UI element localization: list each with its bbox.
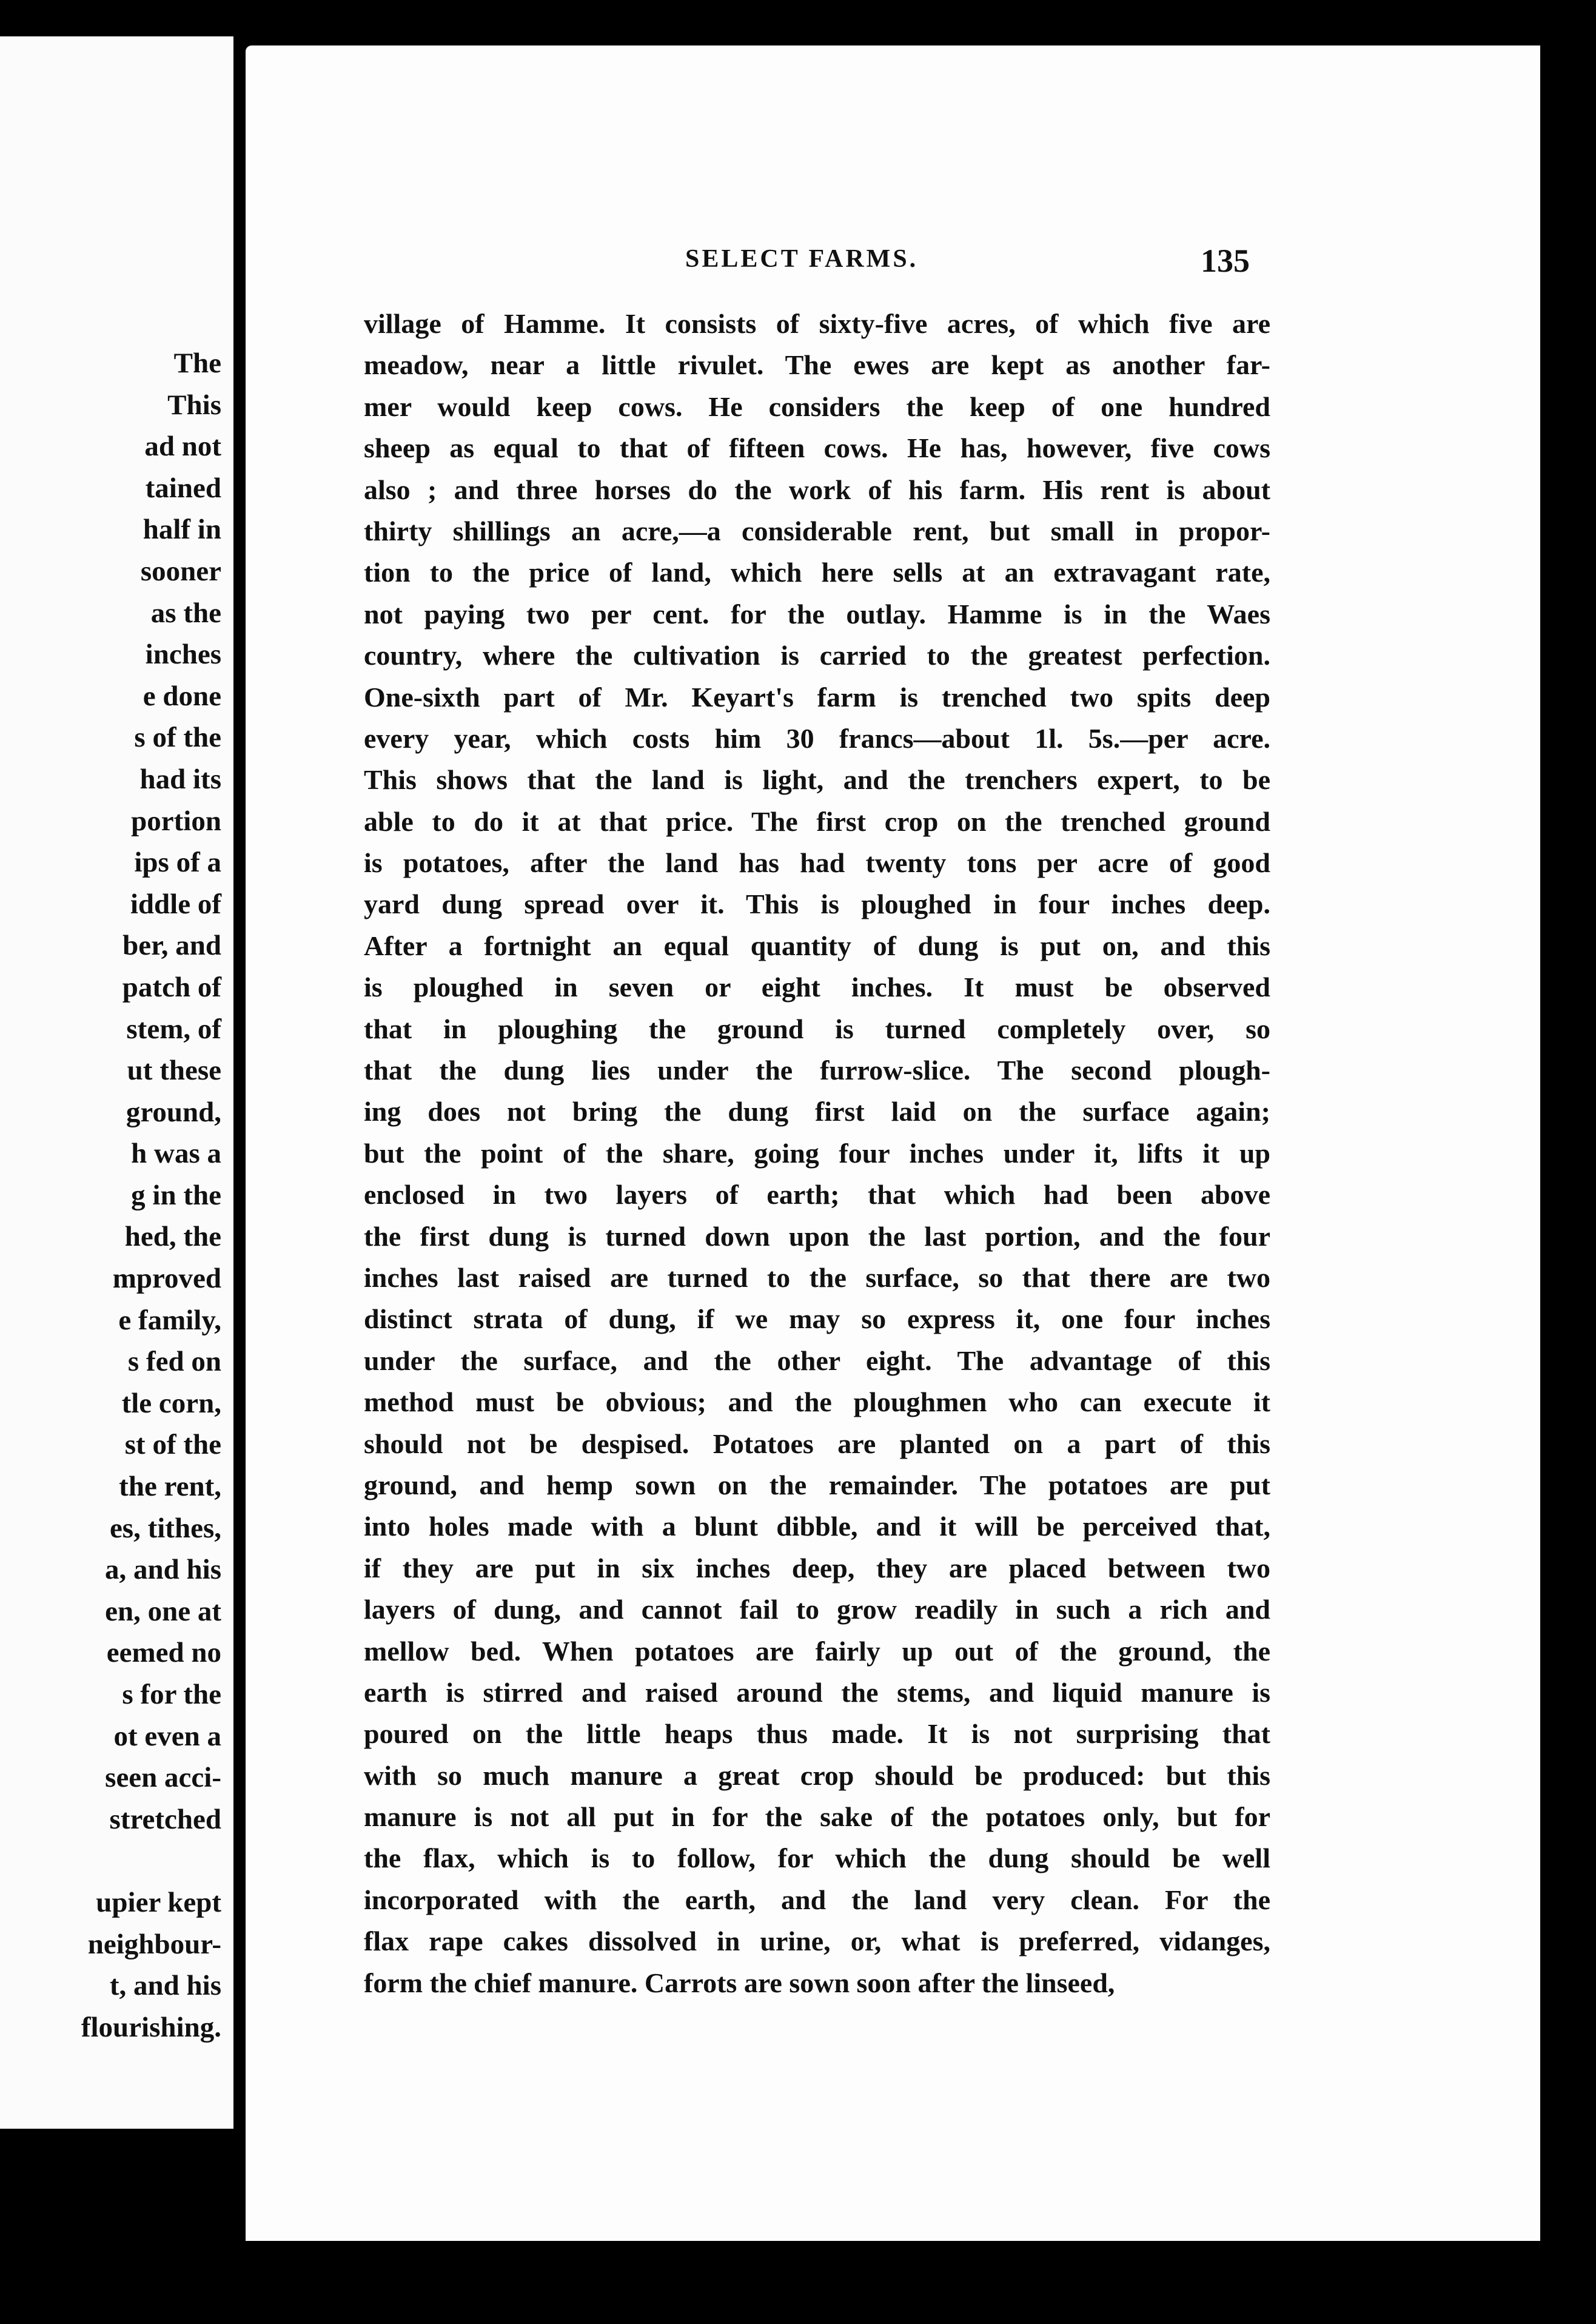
text-line: sheep as equal to that of fifteen cows. He has, however, five cows [364,432,1270,464]
text-line: mer would keep cows. He considers the keep of one hundred [364,391,1270,422]
page-gutter [233,0,246,2324]
running-head-title: SELECT FARMS. [685,245,919,273]
text-line: method must be obvious; and the ploughmen who can execute it [364,1386,1270,1418]
text-line: every year, which costs him 30 francs—about 1l. 5s.—per acre. [364,722,1270,754]
left-fragment-line [81,1840,221,1882]
text-line: flax rape cakes dissolved in urine, or, what is preferred, vidanges, [364,1926,1270,1957]
left-fragment-line: the rent, [119,1471,221,1503]
text-line: enclosed in two layers of earth; that which had been above [364,1179,1270,1211]
text-line: poured on the little heaps thus made. It is not surprising that [364,1718,1270,1750]
text-line: ground, and hemp sown on the remainder. The potatoes are put [364,1469,1270,1500]
left-fragment-line: hed, the [124,1221,221,1253]
left-fragment-line: tained [145,472,221,504]
left-fragment-line: stretched [109,1803,221,1835]
left-fragment-line: neighbour- [87,1928,221,1960]
text-line: with so much manure a great crop should be produced: but this [364,1759,1270,1791]
left-fragment-line: t, and his [109,1970,221,2002]
text-line: but the point of the share, going four inches under it, lifts it up [364,1137,1270,1169]
left-fragment-line: eemed no [106,1637,221,1669]
left-fragment-line: ot even a [113,1720,221,1752]
left-facing-page [0,36,233,2129]
left-fragment-line: as the [150,597,221,629]
left-fragment-line: This [167,389,221,421]
text-line: inches last raised are turned to the surface, so that there are two [364,1261,1270,1293]
text-line: able to do it at that price. The first crop on the trenched ground [364,805,1270,837]
text-line: After a fortnight an equal quantity of dung is put on, and this [364,930,1270,961]
text-line: the flax, which is to follow, for which the dung should be well [364,1842,1270,1874]
left-fragment-line: a, and his [104,1554,221,1586]
left-fragment-line: s of the [134,722,221,754]
text-line: under the surface, and the other eight. The advantage of this [364,1345,1270,1376]
left-fragment-line: portion [131,805,221,837]
left-fragment-line: sooner [140,555,221,587]
left-fragment-line: tle corn, [121,1387,221,1419]
text-line: also ; and three horses do the work of his farm. His rent is about [364,474,1270,505]
text-line: form the chief manure. Carrots are sown soon after the linseed, [364,1967,1115,1998]
left-fragment-line: mproved [112,1263,221,1295]
body-text [364,303,1270,2004]
text-line: tion to the price of land, which here sells at an extravagant rate, [364,557,1270,588]
left-fragment-line: The [173,348,221,379]
text-line: distinct strata of dung, if we may so express it, one four inches [364,1303,1270,1335]
text-line: layers of dung, and cannot fail to grow readily in such a rich and [364,1594,1270,1625]
text-line: earth is stirred and raised around the stems, and liquid manure is [364,1676,1270,1708]
left-fragment-line: iddle of [130,888,221,920]
left-fragment-line: en, one at [105,1595,221,1627]
left-fragment-line: ut these [127,1055,221,1087]
text-line: is ploughed in seven or eight inches. It must be observed [364,972,1270,1003]
text-line: country, where the cultivation is carried to the greatest perfection. [364,640,1270,671]
page-number: 135 [1201,243,1250,279]
text-line: manure is not all put in for the sake of the potatoes only, but for [364,1801,1270,1833]
left-fragment-line: half in [142,514,221,546]
text-line: thirty shillings an acre,—a considerable rent, but small in propor- [364,515,1270,546]
text-line: ing does not bring the dung first laid on the surface again; [364,1096,1270,1127]
left-fragment-line: st of the [124,1429,221,1461]
left-fragment-line: ber, and [122,930,221,962]
left-fragment-line: g in the [131,1179,221,1211]
left-fragment-line: ad not [144,431,221,463]
text-line: village of Hamme. It consists of sixty-five acres, of which five are [364,308,1270,339]
text-line: if they are put in six inches deep, they are placed between two [364,1552,1270,1583]
left-fragment-line: seen acci- [105,1762,221,1794]
left-fragment-line: ips of a [134,847,221,879]
text-line: that in ploughing the ground is turned completely over, so [364,1013,1270,1044]
text-line: not paying two per cent. for the outlay. Hamme is in the Waes [364,598,1270,630]
left-fragment-line: inches [145,639,221,671]
left-fragment-line: s fed on [127,1346,221,1378]
text-line: the first dung is turned down upon the last portion, and the four [364,1220,1270,1252]
text-line: into holes made with a blunt dibble, and it will be perceived that, [364,1511,1270,1542]
left-fragment-line: flourishing. [81,2011,221,2043]
running-head [246,244,1540,287]
text-line: meadow, near a little rivulet. The ewes are kept as another far- [364,349,1270,381]
text-line: One-sixth part of Mr. Keyart's farm is trenched two spits deep [364,681,1270,713]
text-line: mellow bed. When potatoes are fairly up out of the ground, the [364,1635,1270,1667]
text-line: is potatoes, after the land has had twenty tons per acre of good [364,847,1270,879]
right-page [246,45,1540,2241]
text-line: that the dung lies under the furrow-slice. The second plough- [364,1055,1270,1086]
left-fragment-line: es, tithes, [109,1512,221,1544]
left-fragment-line: e done [142,680,221,712]
left-page-line-fragments [81,343,221,2048]
left-fragment-line: patch of [122,971,221,1003]
left-fragment-line: s for the [122,1679,221,1710]
left-fragment-line: had its [139,763,221,795]
text-line: yard dung spread over it. This is ploughed in four inches deep. [364,888,1270,920]
left-fragment-line: e family, [118,1304,221,1336]
left-fragment-line: upier kept [96,1886,221,1918]
left-fragment-line: ground, [126,1096,221,1128]
text-line: incorporated with the earth, and the land very clean. For the [364,1884,1270,1915]
text-line: This shows that the land is light, and the trenchers expert, to be [364,764,1270,796]
left-fragment-line: h was a [131,1138,221,1170]
text-line: should not be despised. Potatoes are planted on a part of this [364,1428,1270,1459]
left-fragment-line: stem, of [126,1013,221,1045]
